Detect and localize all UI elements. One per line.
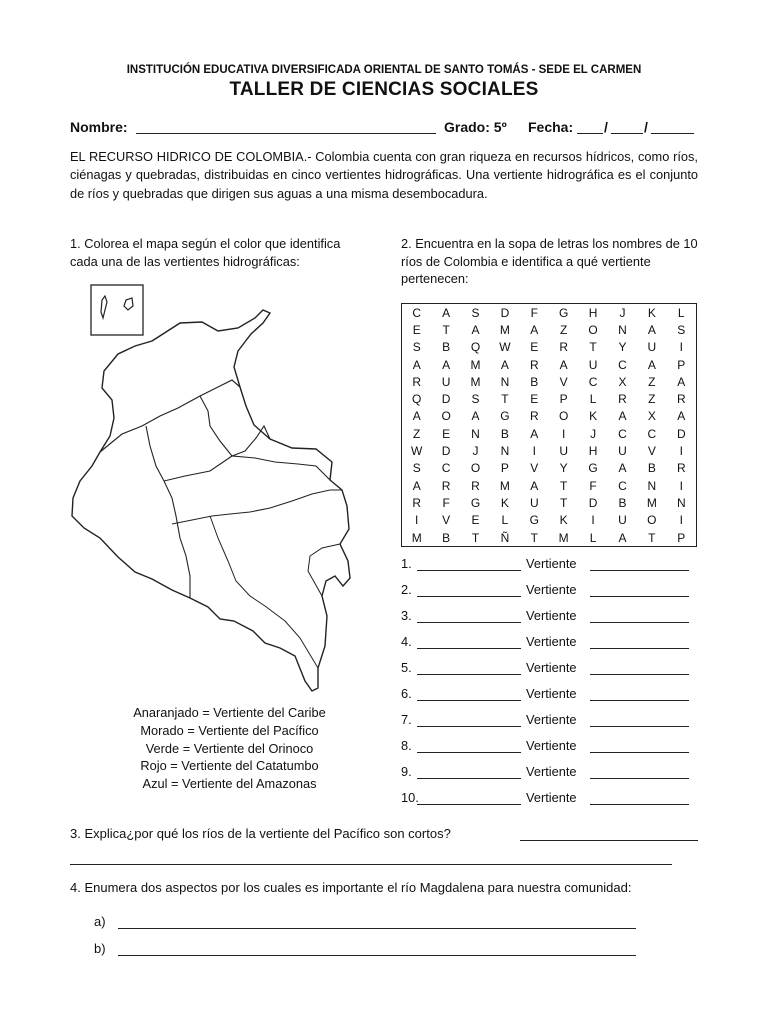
word-search-cell[interactable]: A — [677, 374, 686, 389]
word-search-cell[interactable]: T — [442, 322, 450, 337]
word-search-cell[interactable]: L — [677, 305, 685, 320]
word-search-cell[interactable]: N — [500, 444, 510, 459]
word-search-cell[interactable]: K — [589, 409, 598, 424]
word-search-cell[interactable]: A — [559, 357, 568, 372]
word-search-cell[interactable]: U — [618, 444, 627, 459]
word-search-cell[interactable]: I — [532, 444, 536, 459]
word-search-cell[interactable]: X — [618, 374, 627, 389]
river-name-field[interactable] — [417, 584, 521, 597]
word-search-row — [402, 425, 697, 442]
word-search-cell[interactable]: Y — [559, 461, 568, 476]
catatumbo-boundary — [232, 426, 270, 456]
word-search-cell[interactable]: F — [442, 495, 450, 510]
word-search-cell[interactable]: O — [647, 513, 657, 528]
answer-row — [401, 660, 697, 678]
word-search-cell[interactable]: G — [588, 461, 598, 476]
word-search-cell[interactable]: F — [530, 305, 538, 320]
answer-number: 8. — [401, 738, 412, 753]
question-1: 1. Colorea el mapa según el color que identifica cada una de las vertientes hidrográficas: — [70, 236, 341, 269]
question-3-answer-line-1[interactable] — [520, 826, 698, 841]
word-search-cell[interactable]: C — [441, 461, 451, 476]
word-search-grid[interactable] — [401, 303, 697, 547]
word-search-cell[interactable]: I — [679, 513, 683, 528]
option-b-label: b) — [94, 941, 106, 956]
word-search-cell[interactable]: M — [558, 530, 569, 545]
word-search-cell[interactable]: S — [677, 322, 686, 337]
vertiente-label: Vertiente — [526, 556, 577, 571]
word-search-cell[interactable]: T — [501, 392, 509, 407]
word-search-cell[interactable]: A — [647, 322, 656, 337]
answer-number: 9. — [401, 764, 412, 779]
word-search-cell[interactable]: I — [591, 513, 595, 528]
word-search-cell[interactable]: M — [470, 374, 481, 389]
word-search-cell[interactable]: W — [499, 340, 511, 355]
word-search-cell[interactable]: K — [500, 495, 509, 510]
vertiente-label: Vertiente — [526, 660, 577, 675]
word-search-row — [402, 477, 697, 494]
word-search-cell[interactable]: P — [677, 530, 686, 545]
word-search-cell[interactable]: G — [470, 495, 481, 510]
word-search-cell[interactable]: T — [560, 478, 568, 493]
word-search-cell[interactable]: P — [559, 392, 568, 407]
answer-number: 7. — [401, 712, 412, 727]
answer-number: 10. — [401, 790, 419, 805]
word-search-row — [402, 356, 697, 373]
word-search-cell[interactable]: N — [471, 426, 480, 441]
vertiente-label: Vertiente — [526, 686, 577, 701]
vertiente-field[interactable] — [590, 610, 689, 623]
word-search-cell[interactable]: R — [412, 374, 422, 389]
word-search-cell[interactable]: S — [471, 305, 480, 320]
option-a-answer-line[interactable] — [118, 914, 636, 929]
word-search-cell[interactable]: Q — [470, 340, 481, 355]
answer-row — [401, 764, 697, 782]
question-3-answer-line-2[interactable] — [70, 850, 672, 865]
word-search-cell[interactable]: C — [618, 478, 627, 493]
date-separator: / — [644, 119, 648, 135]
river-name-field[interactable] — [417, 662, 521, 675]
vertiente-label: Vertiente — [526, 764, 577, 779]
word-search-cell[interactable]: R — [676, 392, 686, 407]
word-search-cell[interactable]: P — [677, 357, 686, 372]
vertiente-field[interactable] — [590, 688, 689, 701]
word-search-cell[interactable]: O — [588, 322, 598, 337]
river-name-field[interactable] — [417, 766, 521, 779]
answer-row — [401, 608, 697, 626]
word-search-cell[interactable]: R — [412, 495, 422, 510]
colombia-outline — [72, 310, 350, 691]
legend-item: Morado = Vertiente del Pacífico — [140, 722, 319, 738]
word-search-cell[interactable]: A — [442, 357, 451, 372]
word-search-cell[interactable]: V — [647, 444, 656, 459]
name-label: Nombre: — [70, 119, 128, 135]
answer-row — [401, 556, 697, 574]
word-search-cell[interactable]: A — [647, 357, 656, 372]
vertiente-label: Vertiente — [526, 712, 577, 727]
word-search-cell[interactable]: V — [530, 461, 539, 476]
river-name-field[interactable] — [417, 792, 521, 805]
word-search-cell[interactable]: I — [562, 426, 566, 441]
word-search-cell[interactable]: M — [470, 357, 481, 372]
orinoco-north-boundary — [164, 456, 330, 481]
word-search-cell[interactable]: Q — [412, 392, 422, 407]
word-search-cell[interactable]: B — [530, 374, 539, 389]
date-month-field[interactable] — [611, 119, 643, 134]
word-search-row — [402, 408, 697, 425]
vertiente-field[interactable] — [590, 740, 689, 753]
word-search-cell[interactable]: Z — [560, 322, 568, 337]
vertiente-field[interactable] — [590, 584, 689, 597]
word-search-cell[interactable]: A — [442, 305, 451, 320]
legend-item: Anaranjado = Vertiente del Caribe — [133, 705, 326, 720]
vertiente-field[interactable] — [590, 636, 689, 649]
word-search-cell[interactable]: N — [647, 478, 657, 493]
word-search-cell[interactable]: Ñ — [500, 530, 510, 545]
island-providencia — [124, 298, 133, 310]
islands-inset-box — [91, 285, 143, 335]
vertiente-field[interactable] — [590, 792, 689, 805]
word-search-cell[interactable]: L — [501, 513, 509, 528]
word-search-cell[interactable]: T — [589, 340, 597, 355]
word-search-cell[interactable]: N — [500, 374, 510, 389]
word-search-cell[interactable]: H — [588, 444, 598, 459]
river-name-field[interactable] — [417, 558, 521, 571]
word-search-cell[interactable]: A — [412, 357, 421, 372]
word-search-cell[interactable]: T — [648, 530, 656, 545]
word-search-cell[interactable]: U — [559, 444, 569, 459]
legend-item: Azul = Vertiente del Amazonas — [142, 776, 317, 792]
word-search-cell[interactable]: L — [589, 392, 597, 407]
colombia-map[interactable] — [60, 276, 360, 696]
date-year-field[interactable] — [651, 119, 694, 134]
worksheet-title: TALLER DE CIENCIAS SOCIALES — [229, 79, 539, 100]
word-search-cell[interactable]: J — [590, 426, 597, 441]
word-search-cell[interactable]: R — [471, 478, 480, 493]
word-search-row — [402, 494, 697, 511]
word-search-cell[interactable]: C — [618, 426, 627, 441]
word-search-cell[interactable]: B — [647, 461, 656, 476]
word-search-cell[interactable]: B — [500, 426, 509, 441]
word-search-cell[interactable]: E — [530, 392, 539, 407]
vertiente-label: Vertiente — [526, 582, 577, 597]
word-search-cell[interactable]: B — [618, 495, 627, 510]
word-search-cell[interactable]: I — [679, 478, 683, 493]
word-search-cell[interactable]: A — [530, 426, 539, 441]
word-search-cell[interactable]: K — [647, 305, 656, 320]
option-b-answer-line[interactable] — [118, 941, 636, 956]
word-search-cell[interactable]: P — [500, 461, 509, 476]
intro-paragraph: EL RECURSO HIDRICO DE COLOMBIA.- Colombia cuenta con gran riqueza en recursos hídricos, como ríos, ciénagas y quebradas, distribuidas en cinco vertientes hidrográficas. Una vertiente hidrográfica es el conjunto de ríos y quebradas que dirigen sus aguas a una misma desembocadura. — [70, 149, 698, 201]
word-search-cell[interactable]: R — [618, 392, 627, 407]
question-4: 4. Enumera dos aspectos por los cuales es importante el río Magdalena para nuestra comunidad: — [70, 880, 632, 895]
word-search-cell[interactable]: T — [560, 495, 568, 510]
amazonas-river-line — [210, 516, 318, 668]
answer-number: 2. — [401, 582, 412, 597]
answer-number: 1. — [401, 556, 412, 571]
answer-row — [401, 686, 697, 704]
answer-row — [401, 738, 697, 756]
word-search-cell[interactable]: C — [588, 374, 598, 389]
word-search-cell[interactable]: O — [470, 461, 481, 476]
word-search-cell[interactable]: U — [588, 357, 598, 372]
answer-number: 5. — [401, 660, 412, 675]
word-search-cell[interactable]: V — [442, 513, 451, 528]
question-2: 2. Encuentra en la sopa de letras los nombres de 10 ríos de Colombia e identifica a qué vertiente pertenecen: — [401, 236, 698, 286]
word-search-cell[interactable]: Y — [618, 340, 627, 355]
orinoco-south-boundary — [172, 490, 342, 524]
word-search-row — [402, 442, 697, 459]
word-search-cell[interactable]: E — [412, 322, 421, 337]
word-search-cell[interactable]: A — [530, 322, 539, 337]
word-search-cell[interactable]: I — [679, 444, 683, 459]
word-search-cell[interactable]: Z — [413, 426, 421, 441]
word-search-cell[interactable]: A — [412, 478, 421, 493]
word-search-cell[interactable]: E — [442, 426, 451, 441]
word-search-cell[interactable]: Z — [648, 374, 656, 389]
word-search-cell[interactable]: J — [619, 305, 626, 320]
answer-row — [401, 582, 697, 600]
color-legend — [88, 704, 371, 793]
word-search-cell[interactable]: C — [647, 426, 657, 441]
vertiente-field[interactable] — [590, 766, 689, 779]
word-search-cell[interactable]: M — [646, 495, 657, 510]
word-search-row — [402, 304, 697, 322]
word-search-cell[interactable]: G — [559, 305, 569, 320]
word-search-cell[interactable]: A — [530, 478, 539, 493]
date-day-field[interactable] — [577, 119, 603, 134]
river-name-field[interactable] — [417, 610, 521, 623]
word-search-cell[interactable]: R — [676, 461, 686, 476]
answer-number: 4. — [401, 634, 412, 649]
word-search-cell[interactable]: R — [529, 357, 539, 372]
word-search-cell[interactable]: O — [441, 409, 451, 424]
word-search-row — [402, 373, 697, 390]
answer-row — [401, 634, 697, 652]
vertiente-label: Vertiente — [526, 608, 577, 623]
word-search-row — [402, 339, 697, 356]
word-search-row — [402, 512, 697, 529]
word-search-cell[interactable]: E — [471, 513, 480, 528]
word-search-cell[interactable]: M — [411, 530, 422, 545]
word-search-cell[interactable]: T — [471, 530, 480, 545]
word-search-cell[interactable]: I — [679, 340, 683, 355]
word-search-row — [402, 390, 697, 407]
word-search-cell[interactable]: F — [589, 478, 597, 493]
name-field[interactable] — [136, 119, 436, 134]
word-search-cell[interactable]: D — [441, 444, 451, 459]
answer-number: 3. — [401, 608, 412, 623]
date-label: Fecha: — [528, 119, 574, 135]
grade-label: Grado: 5º — [444, 119, 507, 135]
date-separator: / — [604, 119, 608, 135]
word-search-cell[interactable]: A — [618, 530, 627, 545]
word-search-cell[interactable]: U — [529, 495, 539, 510]
word-search-cell[interactable]: S — [471, 392, 480, 407]
word-search-cell[interactable]: R — [559, 340, 569, 355]
word-search-cell[interactable]: D — [676, 426, 686, 441]
vertiente-field[interactable] — [590, 714, 689, 727]
vertiente-field[interactable] — [590, 558, 689, 571]
word-search-row — [402, 321, 697, 338]
word-search-cell[interactable]: D — [588, 495, 598, 510]
word-search-cell[interactable]: T — [530, 530, 538, 545]
word-search-cell[interactable]: V — [559, 374, 568, 389]
student-info-row — [70, 119, 700, 139]
answer-row — [401, 790, 697, 808]
word-search-cell[interactable]: C — [412, 305, 422, 320]
word-search-cell[interactable]: C — [618, 357, 627, 372]
question-3-text: 3. Explica¿por qué los ríos de la vertiente del Pacífico son cortos? — [70, 826, 451, 841]
vertiente-label: Vertiente — [526, 790, 577, 805]
word-search-cell[interactable]: A — [677, 409, 686, 424]
vertiente-field[interactable] — [590, 662, 689, 675]
word-search-cell[interactable]: G — [529, 513, 539, 528]
river-name-field[interactable] — [417, 688, 521, 701]
word-search-cell[interactable]: G — [500, 409, 510, 424]
word-search-cell[interactable]: M — [499, 478, 510, 493]
word-search-cell[interactable]: N — [676, 495, 686, 510]
word-search-cell[interactable]: U — [647, 340, 657, 355]
word-search-cell[interactable]: A — [471, 409, 480, 424]
answer-row — [401, 712, 697, 730]
word-search-cell[interactable]: A — [471, 322, 480, 337]
vertiente-label: Vertiente — [526, 738, 577, 753]
word-search-cell[interactable]: A — [500, 357, 509, 372]
word-search-cell[interactable]: I — [415, 513, 419, 528]
caribe-boundary — [100, 380, 240, 452]
answer-number: 6. — [401, 686, 412, 701]
word-search-cell[interactable]: A — [618, 409, 627, 424]
word-search-cell[interactable]: J — [472, 444, 479, 459]
word-search-cell[interactable]: D — [500, 305, 510, 320]
word-search-cell[interactable]: R — [441, 478, 451, 493]
word-search-cell[interactable]: B — [442, 530, 451, 545]
option-a-label: a) — [94, 914, 106, 929]
word-search-row — [402, 460, 697, 477]
word-search-cell[interactable]: R — [529, 409, 539, 424]
word-search-row — [402, 529, 697, 547]
vertiente-label: Vertiente — [526, 634, 577, 649]
word-search-cell[interactable]: S — [412, 461, 421, 476]
word-search-cell[interactable]: K — [559, 513, 568, 528]
legend-item: Verde = Vertiente del Orinoco — [145, 740, 314, 756]
pacifico-boundary — [146, 426, 190, 598]
river-name-field[interactable] — [417, 714, 521, 727]
island-san-andres — [101, 296, 107, 318]
word-search-cell[interactable]: B — [442, 340, 451, 355]
word-search-cell[interactable]: Z — [648, 392, 656, 407]
word-search-cell[interactable]: L — [589, 530, 597, 545]
word-search-cell[interactable]: A — [618, 461, 627, 476]
internal-divide-1 — [200, 396, 232, 456]
word-search-cell[interactable]: X — [647, 409, 656, 424]
word-search-cell[interactable]: E — [530, 340, 539, 355]
river-name-field[interactable] — [417, 636, 521, 649]
word-search-cell[interactable]: U — [618, 513, 627, 528]
word-search-cell[interactable]: O — [559, 409, 569, 424]
word-search-cell[interactable]: A — [412, 409, 421, 424]
word-search-cell[interactable]: D — [441, 392, 451, 407]
word-search-cell[interactable]: W — [411, 444, 423, 459]
legend-item: Rojo = Vertiente del Catatumbo — [140, 758, 319, 774]
school-name: INSTITUCIÓN EDUCATIVA DIVERSIFICADA ORIENTAL DE SANTO TOMÁS - SEDE EL CARMEN — [126, 64, 642, 76]
word-search-cell[interactable]: M — [499, 322, 510, 337]
word-search-cell[interactable]: N — [618, 322, 627, 337]
word-search-cell[interactable]: S — [412, 340, 421, 355]
word-search-cell[interactable]: H — [588, 305, 598, 320]
word-search-cell[interactable]: U — [441, 374, 451, 389]
river-name-field[interactable] — [417, 740, 521, 753]
